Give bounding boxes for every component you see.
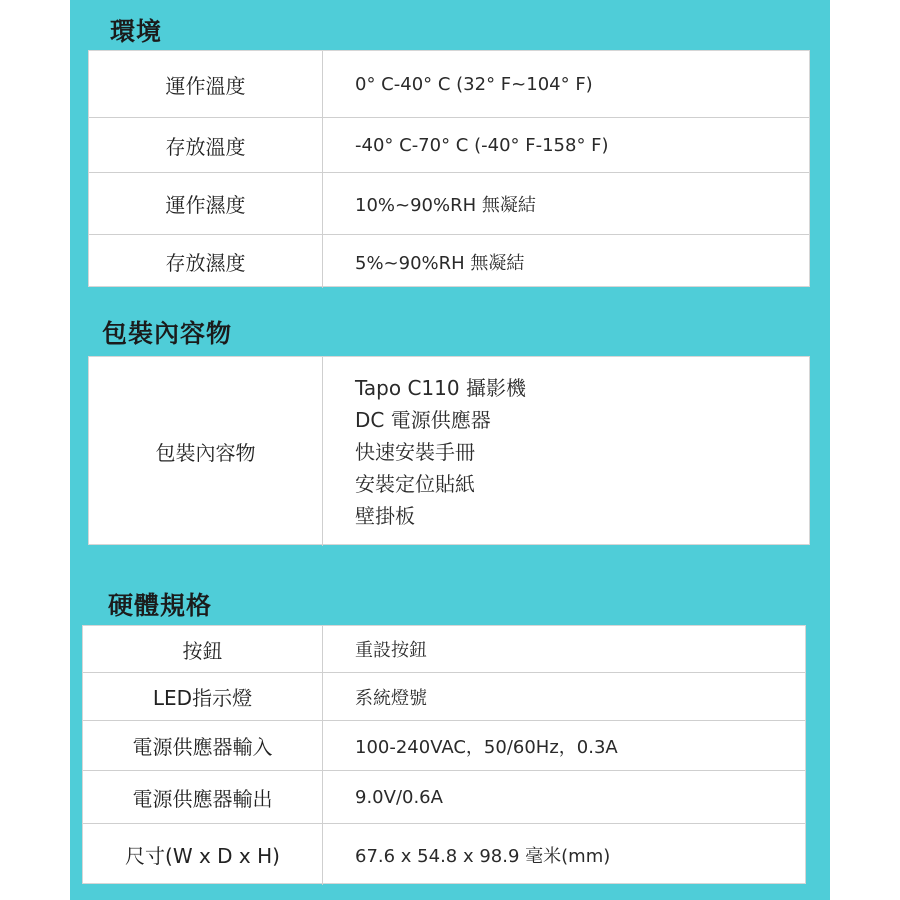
- hardware-table: [82, 625, 806, 884]
- hardware-title: 硬體規格: [108, 591, 213, 620]
- environment-title: 環境: [110, 17, 163, 46]
- row-value: 9.0V/0.6A: [355, 786, 443, 808]
- spec-panel: [70, 0, 830, 900]
- table-row: [89, 51, 809, 118]
- row-value: -40° C-70° C (-40° F-158° F): [355, 134, 609, 156]
- row-label: 運作溫度: [89, 51, 323, 117]
- table-row: [89, 118, 809, 173]
- list-item: DC 電源供應器: [355, 407, 491, 432]
- row-value: 5%~90%RH 無凝結: [355, 252, 525, 274]
- row-label: 按鈕: [83, 626, 323, 672]
- row-value: 系統燈號: [355, 687, 427, 709]
- row-value: 0° C-40° C (32° F~104° F): [355, 73, 593, 95]
- row-label: 電源供應器輸出: [83, 771, 323, 823]
- row-label: 存放溫度: [89, 118, 323, 172]
- table-row: [89, 357, 809, 546]
- package-title: 包裝內容物: [102, 319, 233, 348]
- table-row: [83, 824, 805, 885]
- list-item: 壁掛板: [355, 503, 415, 528]
- row-value: 重設按鈕: [355, 640, 427, 661]
- row-value: 67.6 x 54.8 x 98.9 毫米(mm): [355, 845, 611, 867]
- table-row: [83, 771, 805, 824]
- table-row: [83, 626, 805, 673]
- table-row: [83, 721, 805, 771]
- row-label: 尺寸(W x D x H): [83, 824, 323, 885]
- row-value: 100-240VAC，50/60Hz，0.3A: [355, 736, 618, 758]
- row-label: 包裝內容物: [89, 357, 323, 546]
- environment-table: [88, 50, 810, 287]
- row-value: 10%~90%RH 無凝結: [355, 194, 536, 216]
- list-item: 安裝定位貼紙: [355, 471, 475, 496]
- list-item: 快速安裝手冊: [355, 439, 475, 464]
- list-item: Tapo C110 攝影機: [355, 375, 526, 400]
- row-label: 存放濕度: [89, 235, 323, 288]
- table-row: [89, 235, 809, 288]
- row-label: LED指示燈: [83, 673, 323, 720]
- package-table: [88, 356, 810, 545]
- table-row: [83, 673, 805, 721]
- table-row: [89, 173, 809, 235]
- row-label: 電源供應器輸入: [83, 721, 323, 770]
- package-items: [323, 357, 809, 546]
- row-label: 運作濕度: [89, 173, 323, 234]
